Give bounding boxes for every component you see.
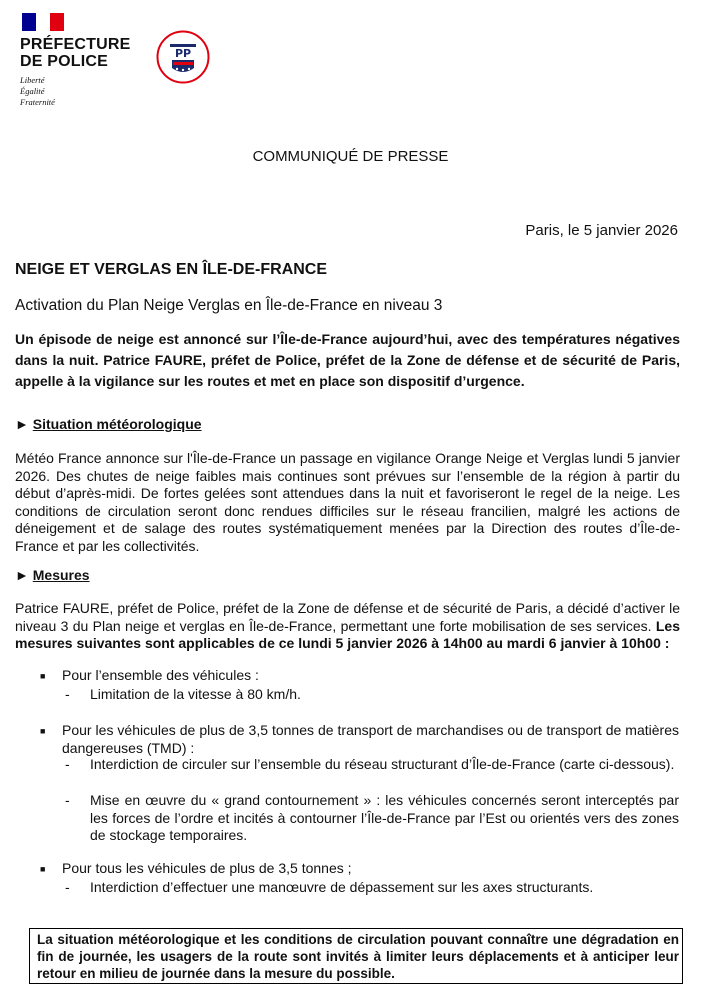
sub-list-item: Mise en œuvre du « grand contournement » : les véhicules concernés seront interceptés par les forces de l’ordre et incités à contourner l’Île-de-France par l’Est ou orientés vers des zones de stockage temporaires. <box>90 792 679 843</box>
section-heading-mesures <box>15 567 90 583</box>
triangle-marker-icon: ► <box>15 567 29 583</box>
bullet-square-icon: ■ <box>40 864 46 874</box>
org-line-2: DE POLICE <box>20 53 109 70</box>
list-item: Pour les véhicules de plus de 3,5 tonnes de transport de marchandises ou de transport de matières dangereuses (TMD) : <box>62 722 679 756</box>
triangle-marker-icon: ► <box>15 416 29 432</box>
dash-marker: - <box>65 879 70 895</box>
bullet-square-icon: ■ <box>40 671 46 681</box>
prefecture-logo-text <box>20 36 130 70</box>
section-mesures-intro <box>15 600 680 653</box>
republic-motto <box>20 75 55 108</box>
dash-marker: - <box>65 792 70 808</box>
sub-list-item: Interdiction de circuler sur l’ensemble du réseau structurant d’Île-de-France (carte ci-dessous). <box>90 756 675 772</box>
section-title: Situation météorologique <box>32 416 202 432</box>
section-heading-meteo <box>15 416 202 432</box>
lead-paragraph: Un épisode de neige est annoncé sur l’Île-de-France aujourd’hui, avec des températures négatives dans la nuit. Patrice FAURE, préfet de Police, préfet de la Zone de défense et de sécurité de Paris, appelle à la vigilance sur les routes et met en place son dispositif d’urgence. <box>15 331 680 389</box>
subtitle: Activation du Plan Neige Verglas en Île-de-France en niveau 3 <box>15 297 443 314</box>
document-type: COMMUNIQUÉ DE PRESSE <box>252 148 449 165</box>
org-line-1: PRÉFECTURE <box>20 36 131 53</box>
police-seal-icon <box>156 30 210 84</box>
list-item: Pour l’ensemble des véhicules : <box>62 667 259 683</box>
motto-egalite: Égalité <box>20 86 45 96</box>
motto-fraternite: Fraternité <box>20 97 55 107</box>
closing-notice-text: La situation météorologique et les conditions de circulation pouvant connaître une dégradation en fin de journée, les usagers de la route sont invités à limiter leurs déplacements et à anticiper leur retour en milieu de journée dans la mesure du possible. <box>37 932 679 981</box>
dash-marker: - <box>65 756 70 772</box>
section-meteo-body: Météo France annonce sur l'Île-de-France un passage en vigilance Orange Neige et Verglas lundi 5 janvier 2026. Des chutes de neige faibles mais continues sont prévues sur l’ensemble de la région à partir du début d’après-midi. De fortes gelées sont attendues dans la nuit et favoriseront le regel de la neige. Les conditions de circulation seront donc rendues difficiles sur le réseau francilien, malgré les actions de déneigement et de salage des routes systématiquement menées par la Direction des routes d’Île-de-France et par les collectivités. <box>15 450 680 554</box>
page-title: NEIGE ET VERGLAS EN ÎLE-DE-FRANCE <box>15 261 328 278</box>
list-item: Pour tous les véhicules de plus de 3,5 tonnes ; <box>62 860 352 876</box>
sub-list-item: Interdiction d’effectuer une manœuvre de dépassement sur les axes structurants. <box>90 879 594 895</box>
dash-marker: - <box>65 686 70 702</box>
french-flag <box>22 13 64 31</box>
intro-bold-text: Les mesures suivantes sont applicables de ce lundi 5 janvier 2026 à 14h00 au mardi 6 janvier à 10h00 : <box>15 617 680 651</box>
intro-text: Patrice FAURE, préfet de Police, préfet de la Zone de défense et de sécurité de Paris, a décidé d’activer le niveau 3 du Plan neige et verglas en Île-de-France, permettant une forte mobilisation de ses services. <box>15 600 680 634</box>
section-title: Mesures <box>32 567 90 583</box>
sub-list-item: Limitation de la vitesse à 80 km/h. <box>90 686 301 702</box>
bullet-square-icon: ■ <box>40 726 46 736</box>
seal-lettering: PP <box>174 47 192 60</box>
motto-liberte: Liberté <box>20 75 45 85</box>
date-line: Paris, le 5 janvier 2026 <box>525 222 678 239</box>
